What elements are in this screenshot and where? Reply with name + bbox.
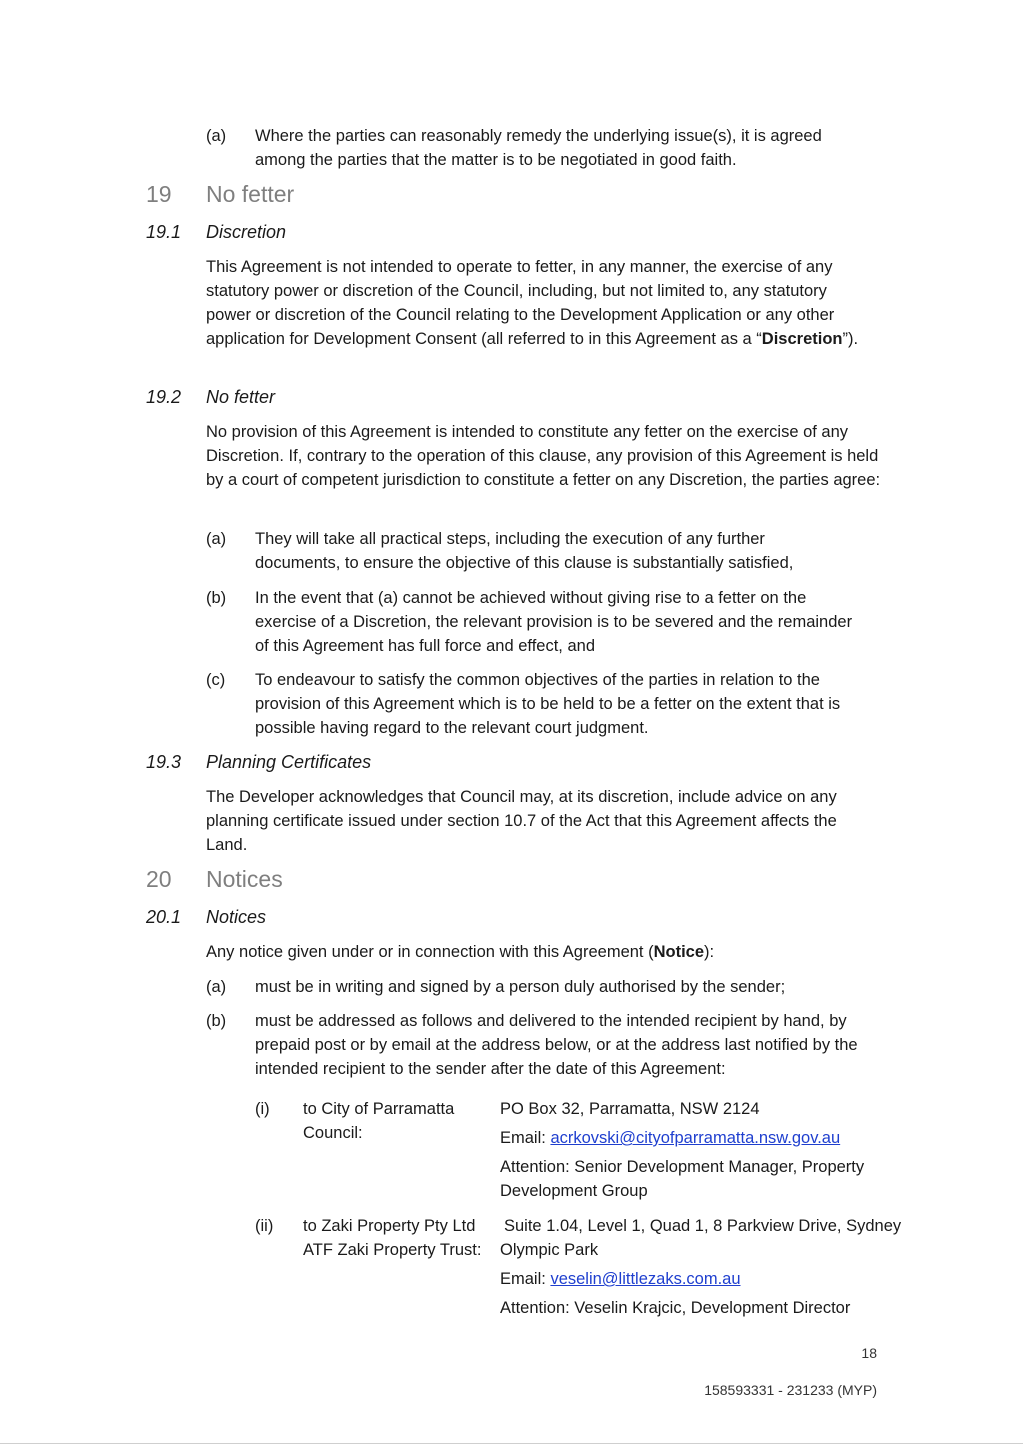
list-item-text: They will take all practical steps, including the execution of any further documents, to ensure the objective of this clause is substantially satisfied, xyxy=(255,530,794,572)
email-link[interactable]: veselin@littlezaks.com.au xyxy=(550,1270,741,1288)
recipient-label: (i) xyxy=(255,1100,270,1118)
subsection-number: 19.3 xyxy=(146,752,182,772)
paragraph: The Developer acknowledges that Council may, at its discretion, include advice on any planning certificate issued under section 10.7 of the Act that this Agreement affects the Land. xyxy=(206,788,837,854)
paragraph: Any notice given under or in connection with this Agreement (Notice): xyxy=(206,943,715,961)
subsection-title: Planning Certificates xyxy=(206,752,372,772)
defined-term: Notice xyxy=(653,943,705,961)
list-label: (b) xyxy=(206,1012,227,1030)
section-number: 19 xyxy=(146,181,172,207)
list-item-text: Where the parties can reasonably remedy the underlying issue(s), it is agreed among the parties that the matter is to be negotiated in good faith. xyxy=(255,127,822,169)
recipient-name: to Zaki Property Pty Ltd ATF Zaki Property Trust: xyxy=(303,1217,482,1259)
recipient-email-line: Email: acrkovski@cityofparramatta.nsw.gov.au xyxy=(500,1129,841,1147)
list-item-text: must be addressed as follows and delivered to the intended recipient by hand, by prepaid post or by email at the address below, or at the address last notified by the intended recipient to the sender after the date of this Agreement: xyxy=(255,1012,858,1078)
section-number: 20 xyxy=(146,866,172,892)
list-item-text: must be in writing and signed by a person duly authorised by the sender; xyxy=(255,978,786,996)
defined-term: Discretion xyxy=(761,330,843,348)
subsection-title: Notices xyxy=(206,907,267,927)
recipient-name: to City of Parramatta Council: xyxy=(303,1100,455,1142)
recipient-attention: Attention: Veselin Krajcic, Development Director xyxy=(500,1299,851,1317)
list-item-text: In the event that (a) cannot be achieved without giving rise to a fetter on the exercise of a Discretion, the relevant provision is to be severed and the remainder of this Agreement has full force and effect, and xyxy=(255,589,853,655)
list-label: (a) xyxy=(206,127,227,145)
recipient-email-line: Email: veselin@littlezaks.com.au xyxy=(500,1270,741,1288)
list-label: (c) xyxy=(206,671,226,689)
recipient-address: PO Box 32, Parramatta, NSW 2124 xyxy=(500,1100,760,1118)
paragraph: This Agreement is not intended to operate to fetter, in any manner, the exercise of any statutory power or discretion of the Council, including, but not limited to, any statutory power or discretion of the Council relating to the Development Application or any other application for Development Consent (all referred to in this Agreement as a “Discretion”). xyxy=(206,258,859,348)
subsection-number: 20.1 xyxy=(146,907,182,927)
subsection-number: 19.2 xyxy=(146,387,182,407)
list-label: (a) xyxy=(206,530,227,548)
list-label: (b) xyxy=(206,589,227,607)
recipient-address: Suite 1.04, Level 1, Quad 1, 8 Parkview Drive, Sydney Olympic Park xyxy=(500,1217,902,1259)
page-edge-divider xyxy=(0,1443,1023,1444)
section-title: Notices xyxy=(206,866,283,892)
email-link[interactable]: acrkovski@cityofparramatta.nsw.gov.au xyxy=(550,1129,841,1147)
recipient-attention: Attention: Senior Development Manager, Property Development Group xyxy=(500,1158,865,1200)
list-item-text: To endeavour to satisfy the common objectives of the parties in relation to the provision of this Agreement which is to be held to be a fetter on the extent that is possible having regard to the relevant court judgment. xyxy=(255,671,841,737)
subsection-title: Discretion xyxy=(206,222,287,242)
paragraph: No provision of this Agreement is intended to constitute any fetter on the exercise of any Discretion. If, contrary to the operation of this clause, any provision of this Agreement is held by a court of competent jurisdiction to constitute a fetter on any Discretion, the parties agree: xyxy=(206,423,881,489)
subsection-title: No fetter xyxy=(206,387,276,407)
list-label: (a) xyxy=(206,978,227,996)
section-title: No fetter xyxy=(206,181,295,207)
recipient-label: (ii) xyxy=(255,1217,274,1235)
document-reference: 158593331 - 231233 (MYP) xyxy=(704,1382,877,1398)
page-number: 18 xyxy=(861,1345,877,1361)
subsection-number: 19.1 xyxy=(146,222,182,242)
